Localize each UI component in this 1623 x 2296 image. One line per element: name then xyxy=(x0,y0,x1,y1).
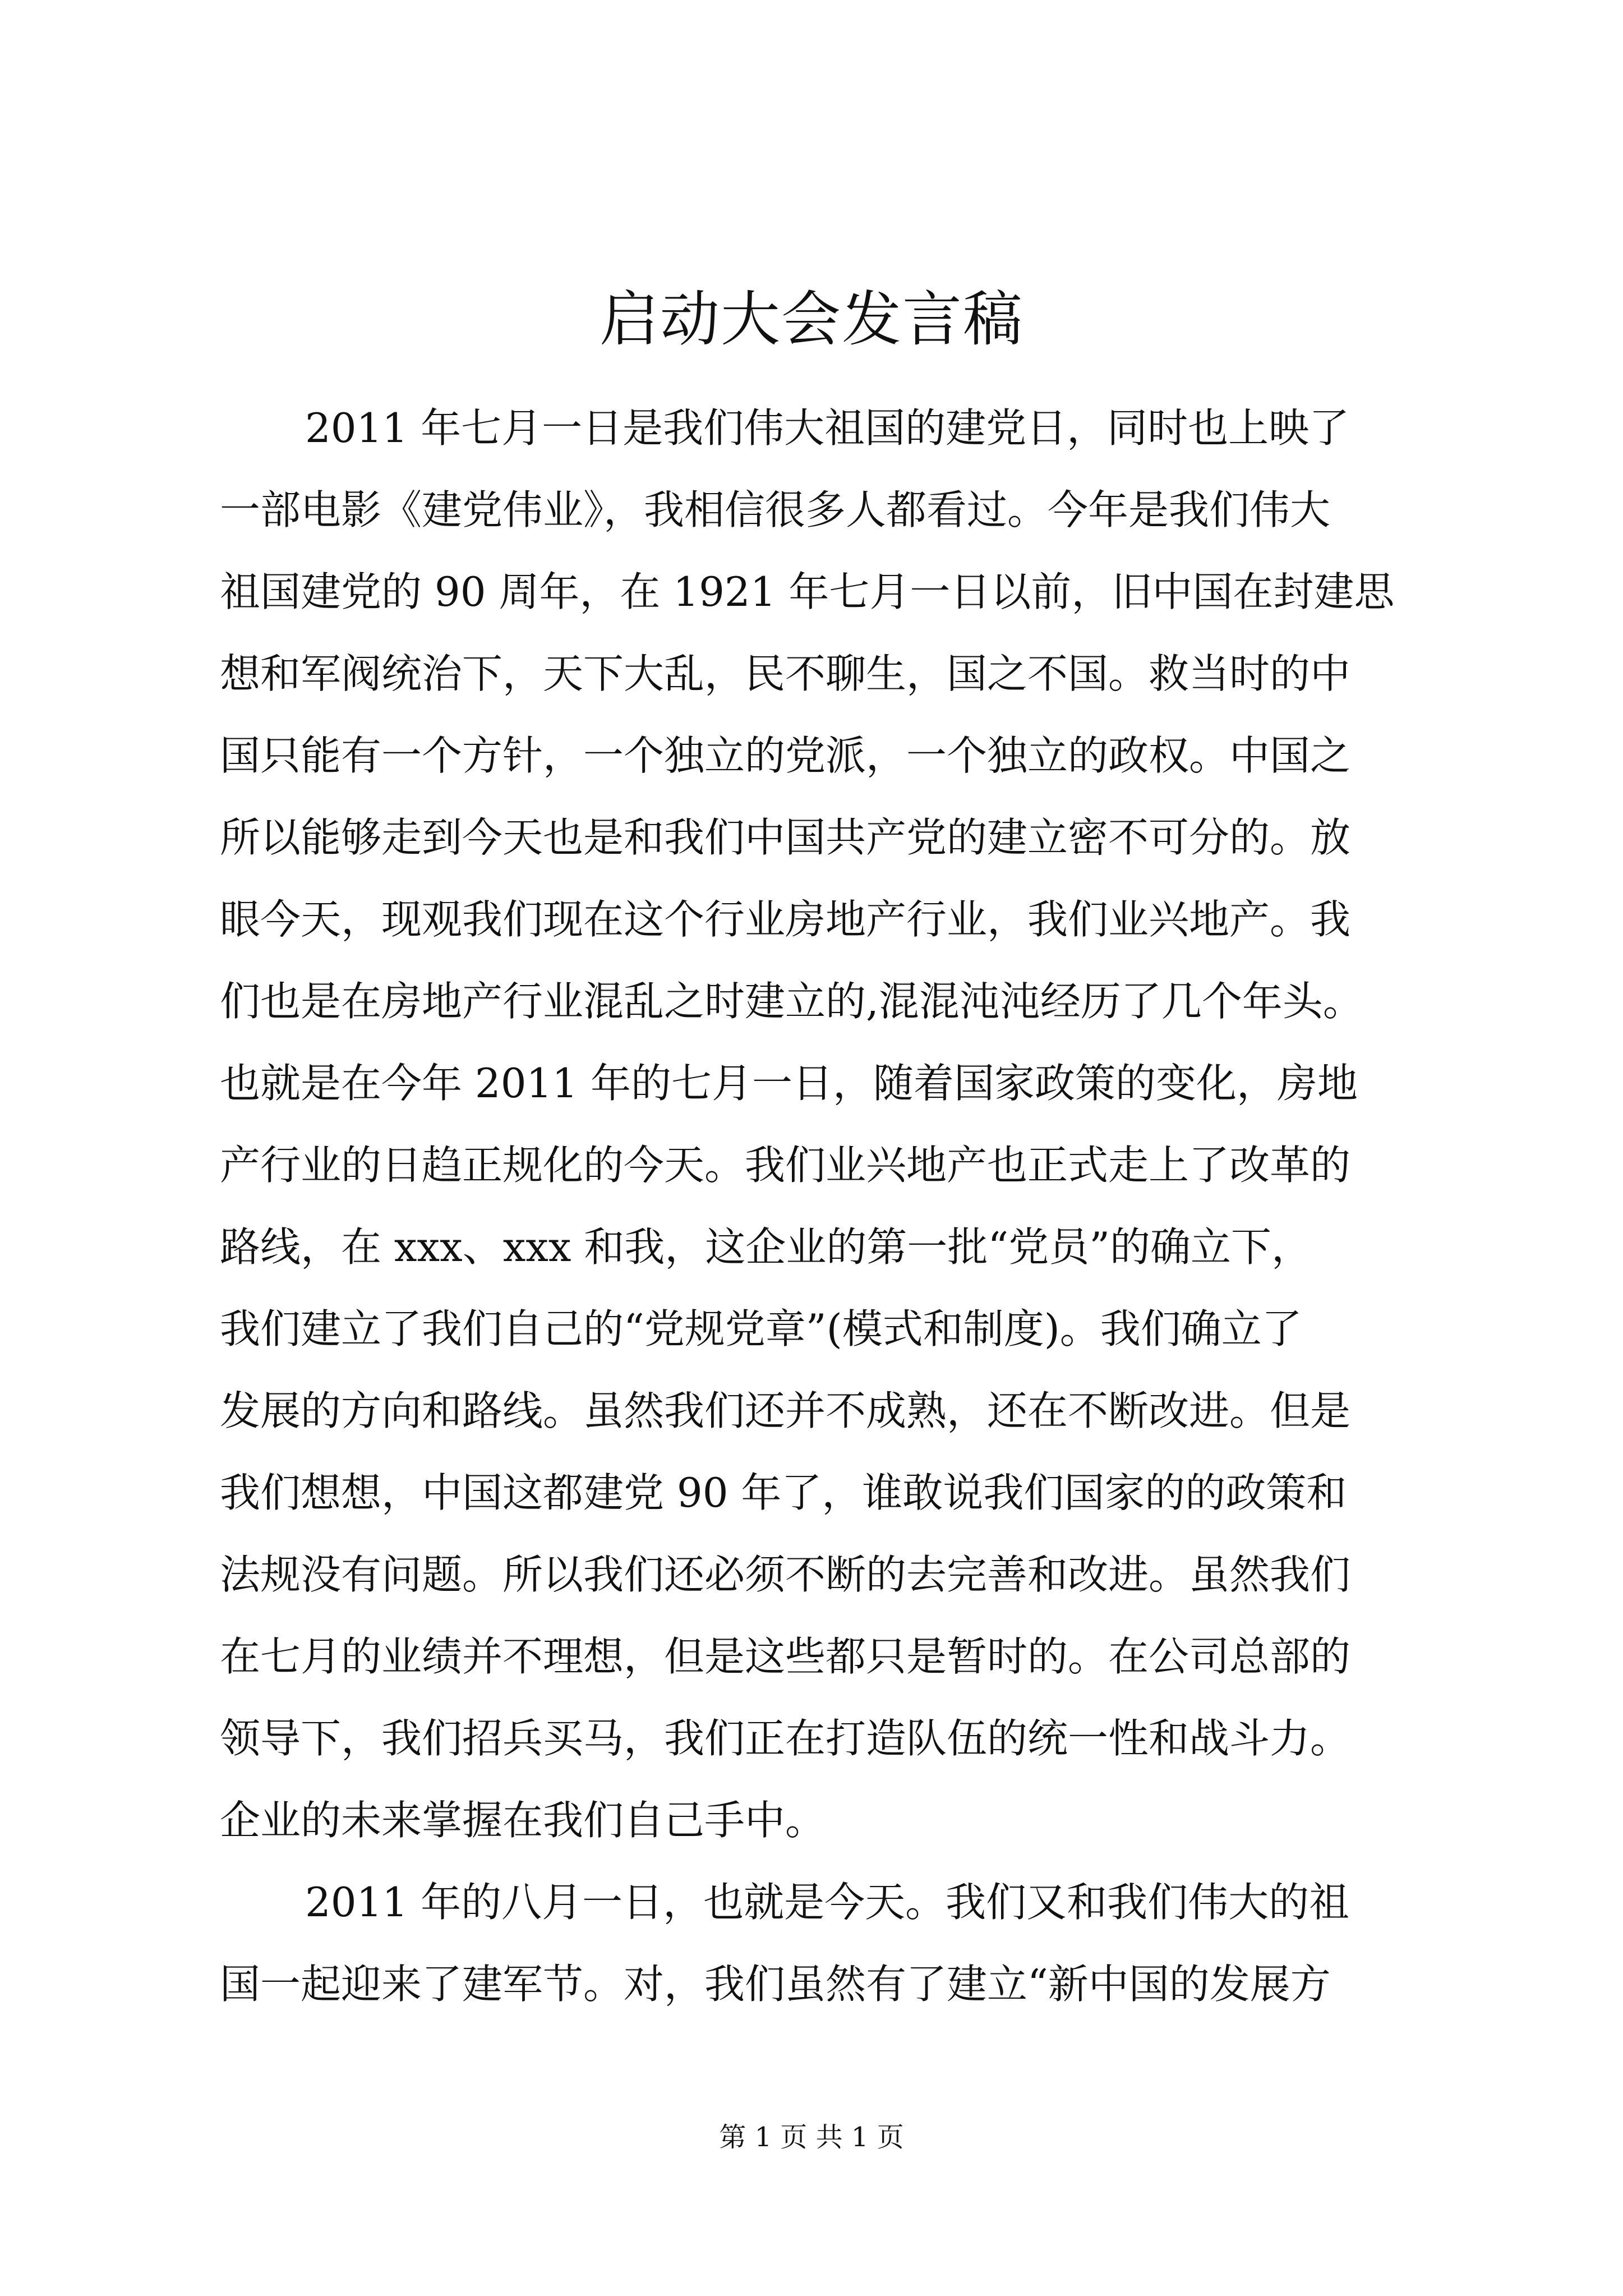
page-footer: 第 1 页 共 1 页 xyxy=(719,2122,904,2153)
paragraph-1-line-14: 我们想想，中国这都建党 90 年了，谁敢说我们国家的的政策和 xyxy=(220,1469,1347,1516)
paragraph-1-line-5: 国只能有一个方针，一个独立的党派，一个独立的政权。中国之 xyxy=(220,732,1351,779)
paragraph-1-line-10: 产行业的日趋正规化的今天。我们业兴地产也正式走上了改革的 xyxy=(220,1142,1351,1189)
paragraph-1-line-1: 2011 年七月一日是我们伟大祖国的建党日，同时也上映了 xyxy=(305,404,1350,452)
paragraph-1-line-17: 领导下，我们招兵买马，我们正在打造队伍的统一性和战斗力。 xyxy=(220,1715,1351,1762)
paragraph-1-line-15: 法规没有问题。所以我们还必须不断的去完善和改进。虽然我们 xyxy=(220,1551,1351,1598)
paragraph-1-line-8: 们也是在房地产行业混乱之时建立的,混混沌沌经历了几个年头。 xyxy=(220,978,1363,1025)
paragraph-1-line-11: 路线，在 xxx、xxx 和我，这企业的第一批“党员”的确立下， xyxy=(220,1223,1312,1271)
paragraph-1-line-9: 也就是在今年 2011 年的七月一日，随着国家政策的变化，房地 xyxy=(220,1060,1358,1107)
paragraph-1-line-18: 企业的未来掌握在我们自己手中。 xyxy=(220,1797,826,1844)
document-body xyxy=(220,387,1414,2025)
paragraph-1-line-12: 我们建立了我们自己的“党规党章”(模式和制度)。我们确立了 xyxy=(220,1305,1302,1352)
paragraph-1-line-16: 在七月的业绩并不理想，但是这些都只是暂时的。在公司总部的 xyxy=(220,1633,1351,1680)
paragraph-1-line-13: 发展的方向和路线。虽然我们还并不成熟，还在不断改进。但是 xyxy=(220,1387,1351,1434)
paragraph-1-line-4: 想和军阀统治下，天下大乱，民不聊生，国之不国。救当时的中 xyxy=(220,650,1351,697)
document-title: 启动大会发言稿 xyxy=(600,285,1023,354)
paragraph-1-line-7: 眼今天，现观我们现在这个行业房地产行业，我们业兴地产。我 xyxy=(220,896,1351,943)
paragraph-2-line-2: 国一起迎来了建军节。对，我们虽然有了建立“新中国的发展方 xyxy=(220,1961,1331,2008)
paragraph-2-line-1: 2011 年的八月一日，也就是今天。我们又和我们伟大的祖 xyxy=(305,1879,1350,1926)
paragraph-1-line-2: 一部电影《建党伟业》，我相信很多人都看过。今年是我们伟大 xyxy=(220,486,1331,533)
paragraph-1-line-3: 祖国建党的 90 周年，在 1921 年七月一日以前，旧中国在封建思 xyxy=(220,568,1395,615)
paragraph-1-line-6: 所以能够走到今天也是和我们中国共产党的建立密不可分的。放 xyxy=(220,814,1351,861)
